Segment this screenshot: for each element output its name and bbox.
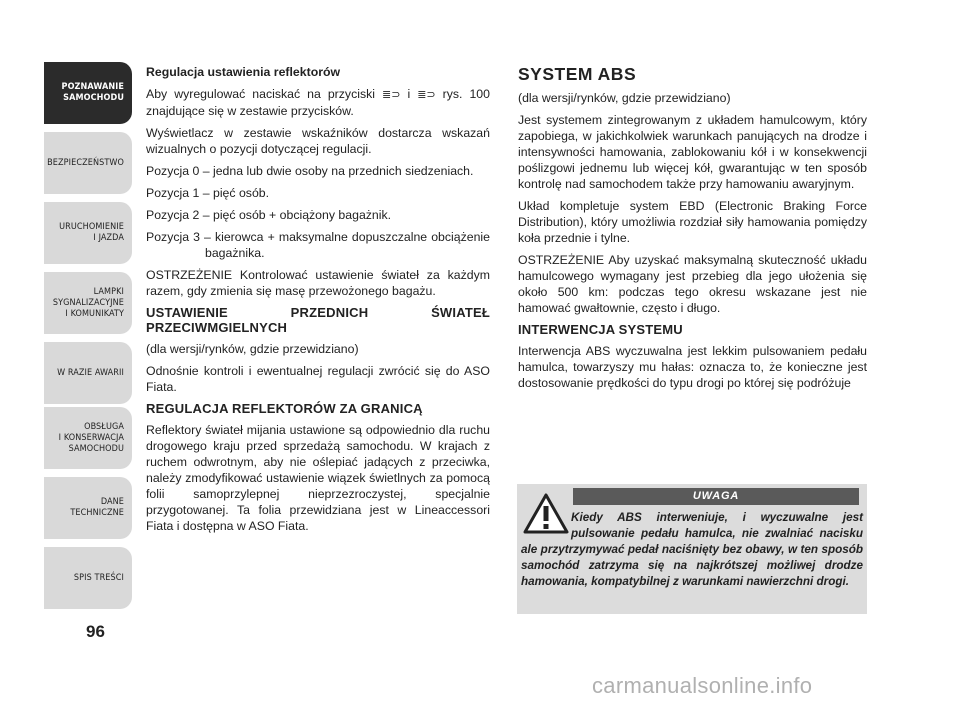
- paragraph-fog: Odnośnie kontroli i ewentualnej regulacji zwrócić się do ASO Fiata.: [146, 364, 490, 394]
- tab-label: URUCHOMIENIE I JAZDA: [59, 222, 124, 243]
- watermark: carmanualsonline.info: [592, 673, 813, 698]
- position-2: Pozycja 2 – pięć osób + obciążony bagażnik.: [146, 208, 392, 222]
- tab-poznawanie-samochodu[interactable]: [44, 62, 132, 124]
- tab-uruchomienie-i-jazda[interactable]: [44, 202, 132, 264]
- right-column: [518, 64, 867, 397]
- tab-dane-techniczne[interactable]: [44, 477, 132, 539]
- warning-box: [517, 484, 867, 614]
- tab-label: DANE TECHNICZNE: [70, 497, 124, 518]
- tab-label: W RAZIE AWARII: [57, 367, 124, 378]
- paragraph-abroad: Reflektory świateł mijania ustawione są odpowiednio dla ruchu drogowego kraju przed sprzedażą samochodu. W krajach z ruchem odwrotnym, aby nie oślepiać jadących z przeciwka, należy zmodyfikować ustawienie wiązek świetlnych za pomocą folii samoprzylepnej nieprzezroczystej, specjalnie przygotowanej. Ta folia przewidziana jest w Lineaccessori Fiata i dostępna w ASO Fiata.: [146, 423, 490, 533]
- subsection-title: Regulacja ustawienia reflektorów: [146, 65, 341, 79]
- tab-label: OBSŁUGA I KONSERWACJA SAMOCHODU: [58, 421, 124, 454]
- heading-abroad: REGULACJA REFLEKTORÓW ZA GRANICĄ: [146, 401, 423, 416]
- section-subtitle: (dla wersji/rynków, gdzie przewidziano): [518, 91, 731, 105]
- section-title: SYSTEM ABS: [518, 64, 637, 84]
- tab-label: LAMPKI SYGNALIZACYJNE I KOMUNIKATY: [52, 286, 124, 319]
- position-0: Pozycja 0 – jedna lub dwie osoby na przednich siedzeniach.: [146, 164, 474, 178]
- headlight-up-icon: ≣⊃: [382, 89, 401, 101]
- text: rys. 100 znajdujące się w zestawie przycisków.: [146, 87, 490, 118]
- tab-label: BEZPIECZEŃSTWO: [47, 157, 124, 168]
- paragraph-display: Wyświetlacz w zestawie wskaźników dostarcza wskazań wizualnych o pozycji dotyczącej regulacji.: [146, 126, 490, 156]
- tab-w-razie-awarii[interactable]: [44, 342, 132, 404]
- heading-intervention: INTERWENCJA SYSTEMU: [518, 322, 683, 337]
- tab-label: SPIS TREŚCI: [73, 572, 124, 583]
- paragraph-intervention: Interwencja ABS wyczuwalna jest lekkim pulsowaniem pedału hamulca, towarzyszy mu hałas: oznacza to, że konieczne jest dostosowanie prędkości do typu drogi po której się podróżuje: [518, 344, 867, 390]
- warning-label: UWAGA: [573, 488, 859, 505]
- warning-text-body: Kiedy ABS interweniuje, i wyczuwalne jest pulsowanie pedału hamulca, nie zwalniać nacisku ale przytrzymywać pedał naciśnięty bez obawy, w ten sposób samochód zatrzyma się na najkrótszej możliwej drodze hamowania, kompatybilnej z warunkami nawierzchni drogi.: [521, 511, 863, 588]
- paragraph-abs-1: Jest systemem zintegrowanym z układem hamulcowym, który zapobiega, w jakichkolwiek warunkach panujących na drodze i intensywności hamowania, zablokowaniu kół i w konsekwencji poślizgowi jednemu lub więcej kół, gwarantując w ten sposób kontrolę nad samochodem także przy hamowaniu awaryjnym.: [518, 113, 867, 191]
- paragraph-abs-2: Układ kompletuje system EBD (Electronic Braking Force Distribution), który umożliwia rozdział siły hamowania pomiędzy koła przednie i tylne.: [518, 199, 867, 245]
- tab-bezpieczenstwo[interactable]: [44, 132, 132, 194]
- warning-paragraph: OSTRZEŻENIE Kontrolować ustawienie świateł za każdym razem, gdy zmienia się masę przewożonego bagażu.: [146, 268, 490, 298]
- position-3: Pozycja 3 – kierowca + maksymalne dopuszczalne obciążenie bagażnika.: [146, 230, 490, 260]
- position-1: Pozycja 1 – pięć osób.: [146, 186, 270, 200]
- paragraph-abs-3: OSTRZEŻENIE Aby uzyskać maksymalną skuteczność układu hamulcowego wymagany jest przebieg dla jego ułożenia się około 500 km: podczas tego okresu wskazane jest nie hamować gwałtownie, często i długo.: [518, 253, 867, 315]
- text: Aby wyregulować naciskać na przyciski: [146, 87, 382, 101]
- heading-fog-lights-sub: (dla wersji/rynków, gdzie przewidziano): [146, 342, 359, 356]
- warning-text: [521, 510, 863, 590]
- tab-label: POZNAWANIE SAMOCHODU: [61, 82, 124, 103]
- tab-obsluga-i-konserwacja[interactable]: [44, 407, 132, 469]
- left-column: [146, 64, 490, 540]
- page-number: 96: [86, 622, 105, 641]
- tab-spis-tresci[interactable]: [44, 547, 132, 609]
- heading-fog-lights: USTAWIENIE PRZEDNICH ŚWIATEŁ PRZECIWMGIELNYCH: [146, 305, 490, 335]
- paragraph-adjust: [146, 86, 490, 119]
- headlight-down-icon: ≣⊃: [417, 89, 436, 101]
- text: i: [407, 87, 411, 101]
- tab-lampki-sygnalizacyjne[interactable]: [44, 272, 132, 334]
